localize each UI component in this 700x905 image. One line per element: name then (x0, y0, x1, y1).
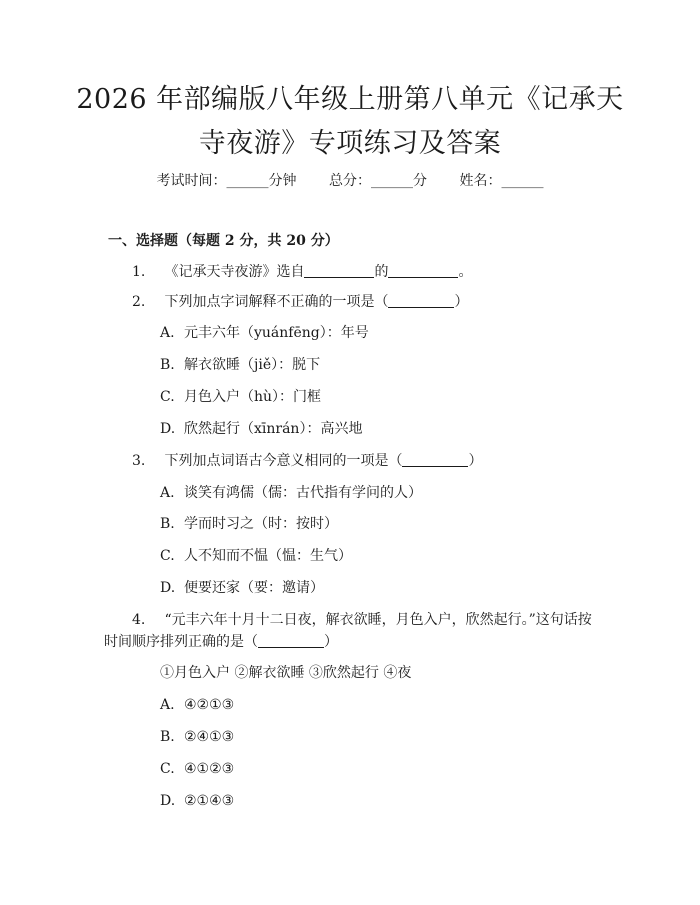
question-stem: “元丰六年十月十二日夜，解衣欲睡，月色入户，欣然起行。”这句话按 (164, 612, 592, 628)
question-4-continued (104, 632, 338, 652)
paren-close: ） (454, 294, 469, 310)
name-blank: ______ (501, 173, 544, 189)
option-item (160, 323, 369, 343)
option-text: 欣然起行（xīnrán）：高兴地 (184, 421, 363, 437)
title-line-1: 2026 年部编版八年级上册第八单元《记承天 (76, 84, 624, 115)
option-text: ②④①③ (184, 729, 235, 745)
option-item (160, 419, 362, 439)
option-item (160, 791, 234, 811)
option-text: 元丰六年（yuánfēng）：年号 (184, 325, 369, 341)
option-text: 便要还家（要：邀请） (184, 580, 324, 596)
question-text: 。 (458, 264, 473, 280)
question-stem: 时间顺序排列正确的是（ (104, 634, 258, 650)
title-line-2: 寺夜游》专项练习及答案 (198, 128, 502, 159)
answer-blank (258, 633, 324, 648)
option-text: 人不知而不愠（愠：生气） (184, 548, 352, 564)
option-text: 月色入户（hù）：门框 (184, 389, 322, 405)
section-heading: 一、选择题（每题 2 分，共 20 分） (108, 233, 339, 249)
question-4 (132, 610, 592, 630)
question-number: 3. (132, 453, 146, 469)
option-item (160, 514, 338, 534)
question-3 (132, 451, 482, 471)
option-letter: A. (160, 485, 175, 501)
option-text: ④①②③ (184, 761, 235, 777)
total-score-field (329, 173, 431, 189)
question-stem: 下列加点词语古今意义相同的一项是（ (164, 453, 403, 469)
option-item (160, 727, 234, 747)
answer-blank (388, 293, 454, 308)
sequence-items: ①月色入户 ②解衣欲睡 ③欣然起行 ④夜 (160, 665, 412, 681)
question-text: 《记承天寺夜游》选自 (164, 264, 305, 280)
option-text: ②①④③ (184, 793, 235, 809)
option-letter: C. (160, 548, 175, 564)
exam-time-blank: ______ (226, 173, 269, 189)
exam-info-bar (0, 170, 700, 190)
option-text: 解衣欲睡（jiě）：脱下 (184, 357, 321, 373)
question-text: 的 (374, 264, 389, 280)
total-score-blank: ______ (371, 173, 413, 189)
question-stem: 下列加点字词解释不正确的一项是（ (164, 294, 389, 310)
option-letter: A. (160, 697, 175, 713)
option-item (160, 355, 320, 375)
paren-close: ） (324, 634, 338, 650)
option-letter: B. (160, 516, 175, 532)
name-label: 姓名： (459, 173, 502, 189)
option-item (160, 387, 321, 407)
exam-time-label: 考试时间： (156, 173, 227, 189)
answer-blank (402, 452, 468, 467)
total-score-label: 总分： (329, 173, 371, 189)
name-field (459, 173, 543, 189)
option-text: 谈笑有鸿儒（儒：古代指有学问的人） (184, 485, 422, 501)
option-item (160, 695, 234, 715)
option-letter: B. (160, 729, 175, 745)
document-title (60, 78, 640, 166)
question-2 (132, 292, 468, 312)
question-number: 2. (132, 294, 146, 310)
option-letter: B. (160, 357, 175, 373)
option-letter: A. (160, 325, 175, 341)
question-number: 1. (132, 264, 146, 280)
total-score-unit: 分 (413, 173, 427, 189)
exam-time-unit: 分钟 (268, 173, 297, 189)
exam-time-field (157, 173, 301, 189)
option-item (160, 546, 352, 566)
option-letter: D. (160, 421, 176, 437)
question-number: 4. (132, 612, 146, 628)
paren-close: ） (468, 453, 483, 469)
option-item (160, 483, 422, 503)
answer-blank (304, 263, 374, 278)
option-text: 学而时习之（时：按时） (184, 516, 338, 532)
option-item (160, 759, 234, 779)
option-letter: C. (160, 389, 175, 405)
option-letter: C. (160, 761, 175, 777)
option-letter: D. (160, 580, 176, 596)
option-item (160, 578, 324, 598)
question-1 (132, 262, 472, 282)
answer-blank (388, 263, 458, 278)
option-letter: D. (160, 793, 176, 809)
option-text: ④②①③ (184, 697, 235, 713)
